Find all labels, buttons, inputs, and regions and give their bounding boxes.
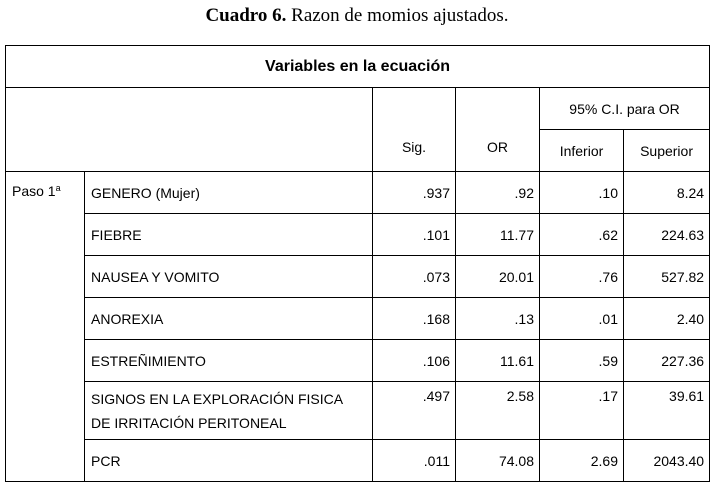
col-header-sig: Sig. <box>373 88 456 172</box>
variable-name-line-2: DE IRRITACIÓN PERITONEAL <box>91 414 287 431</box>
or-value: .92 <box>456 172 540 214</box>
table-caption <box>0 4 714 28</box>
superior-value: 2.40 <box>624 298 710 340</box>
col-header-inferior: Inferior <box>540 130 624 172</box>
inferior-value: 2.69 <box>540 440 624 482</box>
variable-name-line-1: SIGNOS EN LA EXPLORACIÓN FISICA <box>91 390 344 407</box>
header-blank <box>6 88 373 172</box>
table-title: Variables en la ecuación <box>6 46 710 88</box>
or-value: 74.08 <box>456 440 540 482</box>
table-row <box>6 440 710 482</box>
inferior-value: .17 <box>540 382 624 440</box>
col-header-ci: 95% C.I. para OR <box>540 88 710 130</box>
or-value: 20.01 <box>456 256 540 298</box>
superior-value: 8.24 <box>624 172 710 214</box>
inferior-value: .10 <box>540 172 624 214</box>
sig-value: .497 <box>373 382 456 440</box>
step-cell <box>6 172 85 482</box>
variable-name <box>85 382 373 440</box>
table-row <box>6 382 710 440</box>
sig-value: .106 <box>373 340 456 382</box>
or-value: .13 <box>456 298 540 340</box>
table-row <box>6 340 710 382</box>
superior-value: 527.82 <box>624 256 710 298</box>
or-value: 11.61 <box>456 340 540 382</box>
title-row <box>6 46 710 88</box>
header-row-1 <box>6 88 710 130</box>
variable-name: PCR <box>85 440 373 482</box>
table-row <box>6 172 710 214</box>
table-row <box>6 256 710 298</box>
inferior-value: .62 <box>540 214 624 256</box>
superior-value: 227.36 <box>624 340 710 382</box>
caption-text: Razon de momios ajustados. <box>286 5 509 26</box>
or-value: 2.58 <box>456 382 540 440</box>
variable-name: NAUSEA Y VOMITO <box>85 256 373 298</box>
inferior-value: .76 <box>540 256 624 298</box>
superior-value: 39.61 <box>624 382 710 440</box>
variable-name: ESTREÑIMIENTO <box>85 340 373 382</box>
variable-name: ANOREXIA <box>85 298 373 340</box>
step-superscript: a <box>55 183 61 193</box>
inferior-value: .01 <box>540 298 624 340</box>
inferior-value: .59 <box>540 340 624 382</box>
caption-label: Cuadro 6. <box>205 5 287 26</box>
col-header-superior: Superior <box>624 130 710 172</box>
variable-name: GENERO (Mujer) <box>85 172 373 214</box>
table-row <box>6 298 710 340</box>
step-label: Paso 1 <box>12 183 56 199</box>
table-row <box>6 214 710 256</box>
sig-value: .168 <box>373 298 456 340</box>
sig-value: .937 <box>373 172 456 214</box>
or-value: 11.77 <box>456 214 540 256</box>
sig-value: .101 <box>373 214 456 256</box>
col-header-or: OR <box>456 88 540 172</box>
sig-value: .073 <box>373 256 456 298</box>
variable-name: FIEBRE <box>85 214 373 256</box>
superior-value: 224.63 <box>624 214 710 256</box>
sig-value: .011 <box>373 440 456 482</box>
superior-value: 2043.40 <box>624 440 710 482</box>
regression-table <box>5 45 710 482</box>
